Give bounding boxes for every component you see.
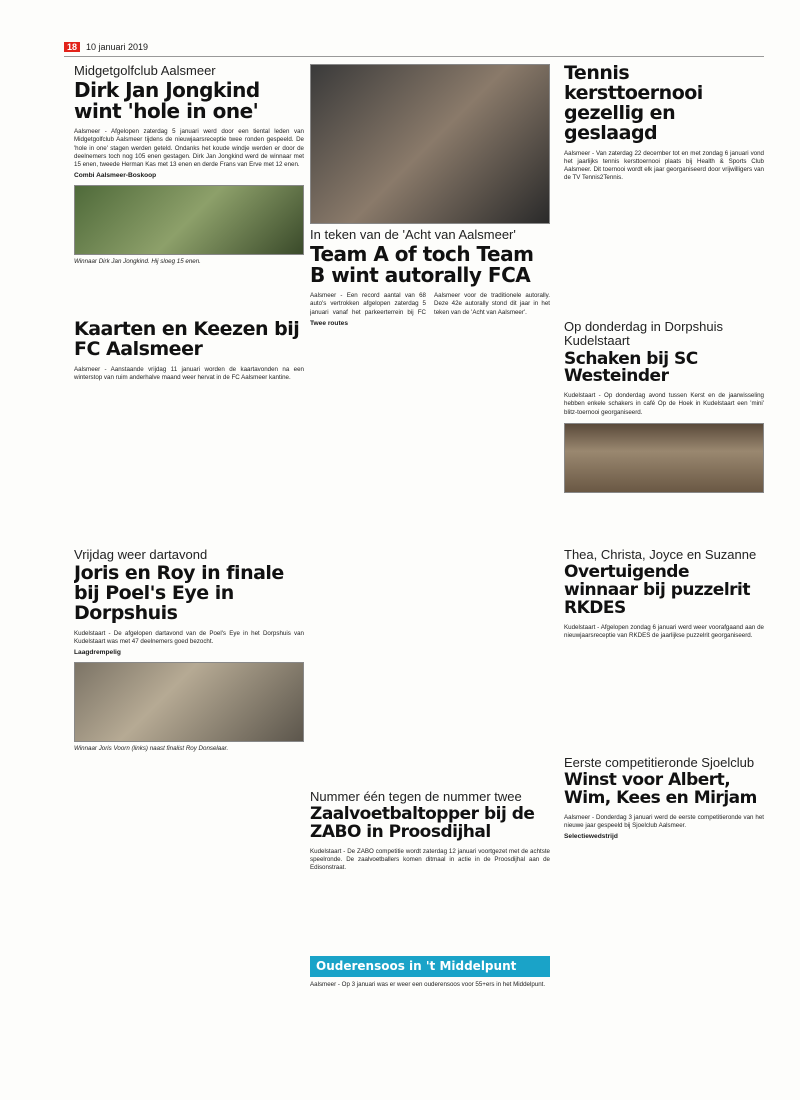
article-autorally — [310, 228, 550, 528]
article-schaken — [564, 320, 764, 540]
kicker: Eerste competitieronde Sjoelclub — [564, 756, 755, 770]
page-number: 18 — [64, 42, 80, 52]
headline: Joris en Roy in finale bij Poel's Eye in Dorpshuis — [74, 562, 284, 625]
kicker: In teken van de 'Acht van Aalsmeer' — [310, 228, 516, 242]
article-body: Aalsmeer - Afgelopen zaterdag 5 januari werd door een tiental leden van Midgetgolfclub Aalsmeer tijdens de nieuwjaarsreceptie twee ronden gespeeld. De 'hole in one' stagen werden geteld. Ondanks het koude windje werden er door de deelnemers toch nog 105 enen gestagen. Dirk Jan Jongkind werd de winnaar met 15 enen, tweede Herman Kas met 13 enen en derde Frans van Erve met 12 enen. — [74, 128, 304, 169]
kicker: Vrijdag weer dartavond — [74, 548, 208, 562]
headline: Tennis kersttoernooi gezellig en geslaagd — [564, 64, 703, 144]
article-dartavond — [74, 548, 304, 1028]
kicker: Midgetgolfclub Aalsmeer — [74, 64, 216, 78]
page-header — [64, 40, 764, 54]
article-body: Aalsmeer - Van zaterdag 22 december tot en met zondag 6 januari vond het jaarlijks tennis kersttoernooi plaats bij Health & Sports Club Aalsmeer. Dit toernooi wordt elk jaar georganiseerd door vrijwilligers van de TV Tennis2Tennis. — [564, 149, 764, 182]
article-tennis — [564, 64, 764, 314]
headline: Winst voor Albert, Wim, Kees en Mirjam — [564, 770, 757, 809]
kicker: Thea, Christa, Joyce en Suzanne — [564, 548, 757, 562]
article-body: Aalsmeer - Donderdag 3 januari werd de eerste competitieronde van het nieuwe jaar gespeeld bij Sjoelclub Aalsmeer. — [564, 813, 764, 830]
photo-midgetgolf — [74, 185, 304, 255]
photo-caption: Winnaar Joris Voorn (links) naast finalist Roy Donselaar. — [74, 745, 229, 753]
headline: Team A of toch Team B wint autorally FCA — [310, 242, 534, 288]
headline: Dirk Jan Jongkind wint 'hole in one' — [74, 78, 260, 124]
photo-caption: Winnaar Dirk Jan Jongkind. Hij sloeg 15 enen. — [74, 258, 201, 266]
article-body-text: Aalsmeer - Een record aantal van 68 auto's vertrokken afgelopen zaterdag 5 januari vanaf het parkeerterrein bij FC Aalsmeer voor de traditionele autorally. Deze 42e autorally stond dit jaar in het teken van de 'Acht van Aalsmeer'. — [310, 292, 550, 316]
article-body: Kudelstaart - De ZABO competitie wordt zaterdag 12 januari voortgezet met de achtste speelronde. De zaalvoetballers komen ditmaal in actie in de Proosdijhal aan de Edisonstraat. — [310, 847, 550, 872]
article-body: Kudelstaart - Afgelopen zondag 6 januari werd weer voorafgaand aan de nieuwjaarsreceptie van RKDES de jaarlijkse puzzelrit georganiseerd. — [564, 623, 764, 640]
subheading: Selectiewedstrijd — [564, 833, 618, 841]
headline: Overtuigende winnaar bij puzzelrit RKDES — [564, 562, 750, 618]
headline: Schaken bij SC Westeinder — [564, 348, 698, 387]
article-body — [310, 292, 550, 317]
photo-schaken — [564, 423, 764, 493]
headline: Ouderensoos in 't Middelpunt — [310, 956, 550, 977]
article-kaarten — [74, 320, 304, 540]
page-date: 10 januari 2019 — [86, 42, 149, 52]
subheading: Laagdrempelig — [74, 649, 121, 657]
kicker: Nummer één tegen de nummer twee — [310, 790, 522, 804]
article-body: Kudelstaart - De afgelopen dartavond van de Poel's Eye in het Dorpshuis van Kudelstaart was met 47 deelnemers goed bezocht. — [74, 630, 304, 646]
photo-autorally — [310, 64, 550, 224]
article-body: Kudelstaart - Op donderdag avond tussen Kerst en de jaarwisseling hebben enkele schakers in café Op de Hoek in Kudelstaart een 'mini' blitz-toernooi georganiseerd. — [564, 392, 764, 416]
subheading: Combi Aalsmeer-Boskoop — [74, 172, 157, 180]
kicker: Op donderdag in Dorpshuis Kudelstaart — [564, 320, 723, 349]
headline: Zaalvoetbaltopper bij de ZABO in Proosdijhal — [310, 804, 535, 843]
article-body: Aalsmeer - Op 3 januari was er weer een ouderensoos voor 55+ers in het Middelpunt. — [310, 980, 546, 988]
article-puzzelrit — [564, 548, 764, 748]
article-body: Aalsmeer - Aanstaande vrijdag 11 januari worden de kaartavonden na een winterstop van ruim anderhalve maand weer hervat in de FC Aalsmeer kantine. — [74, 365, 304, 382]
header-rule — [64, 56, 764, 57]
headline: Kaarten en Keezen bij FC Aalsmeer — [74, 320, 300, 360]
photo-dartavond — [74, 662, 304, 742]
article-midgetgolf — [74, 64, 304, 314]
subheading: Twee routes — [310, 319, 348, 327]
article-ouderensoos — [310, 956, 550, 1026]
article-zaalvoetbal — [310, 790, 550, 950]
article-sjoelclub — [564, 756, 764, 1026]
